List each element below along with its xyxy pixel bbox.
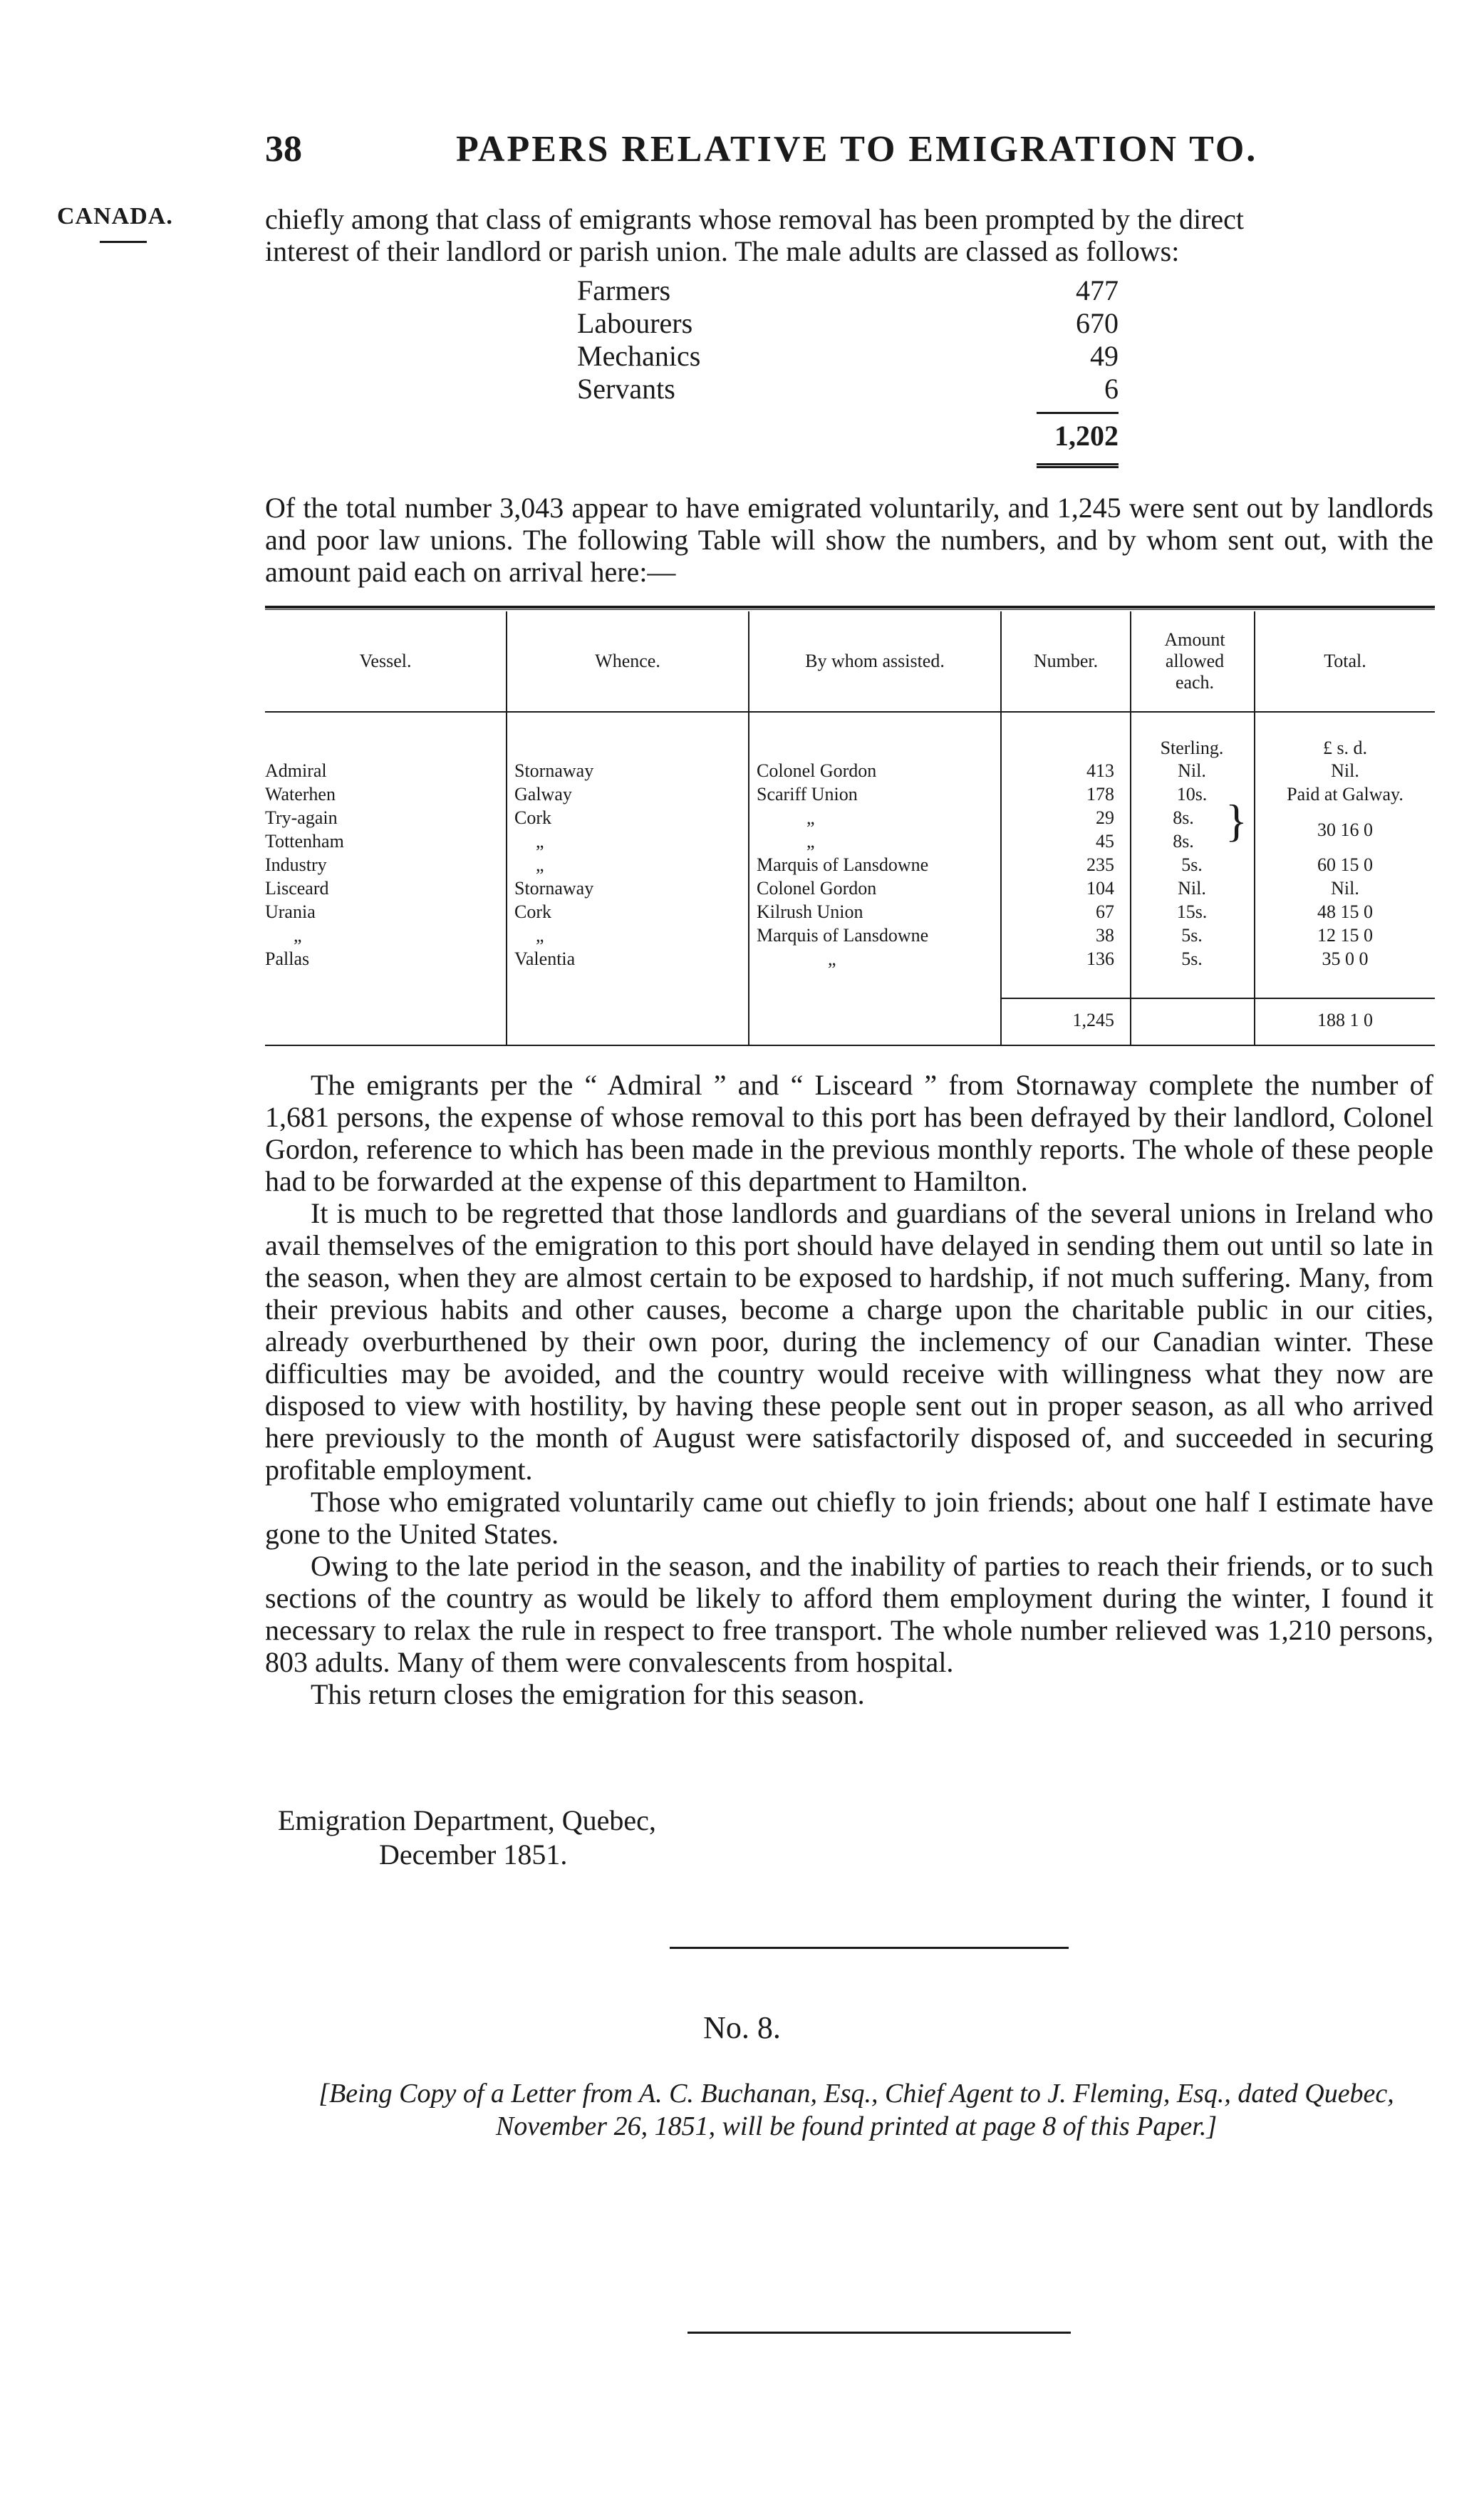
cell-number: 104 [1086, 878, 1114, 899]
cell-number: 38 [1096, 925, 1114, 946]
cell-number: 29 [1096, 807, 1114, 828]
cell-amount: 15s. [1176, 901, 1208, 922]
margin-dash-divider [100, 241, 147, 243]
header-number: Number. [1033, 651, 1099, 671]
cell-vessel: Admiral [265, 760, 327, 781]
bracket-total: 30 16 0 [1317, 819, 1373, 840]
table-top-rule [265, 606, 1435, 610]
section-number: No. 8. [703, 2010, 781, 2045]
header-vessel: Vessel. [359, 651, 412, 671]
cell-amount: 5s. [1181, 925, 1203, 946]
body-paragraph: Those who emigrated voluntarily came out chiefly to join friends; about one half I estimate have gone to the United States. [265, 1486, 1433, 1550]
class-value: 6 [1104, 373, 1119, 405]
class-value: 477 [1076, 274, 1119, 306]
class-label: Servants [577, 373, 675, 405]
amount-unit: Sterling. [1160, 738, 1224, 758]
class-row [577, 307, 1119, 340]
sum-total: 188 1 0 [1317, 1010, 1373, 1030]
margin-label: CANADA. [57, 203, 173, 229]
cell-amount: 8s. [1173, 831, 1194, 852]
cell-vessel: „ [294, 925, 302, 946]
cell-total: 35 0 0 [1322, 948, 1369, 969]
class-value: 670 [1076, 307, 1119, 339]
cell-assisted: „ [806, 831, 815, 852]
cell-total: 48 15 0 [1317, 901, 1373, 922]
letter-note: [Being Copy of a Letter from A. C. Buchanan, Esq., Chief Agent to J. Fleming, Esq., dated Quebec, November 26, 1851, will be found printed at page 8 of this Paper.] [318, 2079, 1394, 2141]
class-label: Farmers [577, 274, 671, 306]
class-value: 49 [1090, 340, 1119, 372]
header-whence: Whence. [595, 651, 660, 671]
cell-assisted: Kilrush Union [757, 901, 863, 922]
cell-whence: „ [536, 854, 544, 875]
cell-assisted: Marquis of Lansdowne [757, 925, 929, 946]
cell-whence: „ [536, 831, 544, 852]
classes-total: 1,202 [1054, 420, 1119, 452]
cell-assisted: Colonel Gordon [757, 878, 877, 899]
totals-paragraph [265, 492, 1433, 588]
class-row [577, 373, 1119, 405]
double-rule [1037, 463, 1119, 468]
cell-whence: Cork [514, 901, 551, 922]
cell-amount: 10s. [1176, 784, 1208, 805]
table-bottom-rule [265, 1045, 1435, 1046]
cell-whence: Galway [514, 784, 572, 805]
cell-amount: 5s. [1181, 948, 1203, 969]
bottom-rule [687, 2332, 1071, 2334]
page-number: 38 [265, 129, 302, 170]
cell-vessel: Pallas [265, 948, 310, 969]
header-by-whom: By whom assisted. [805, 651, 945, 671]
cell-number: 45 [1096, 831, 1114, 852]
right-brace: } [1225, 795, 1247, 846]
cell-number: 235 [1086, 854, 1114, 875]
cell-amount: Nil. [1178, 878, 1206, 899]
section-rule [670, 1947, 1069, 1949]
running-title: PAPERS RELATIVE TO EMIGRATION TO. [456, 129, 1258, 170]
body-paragraph: This return closes the emigration for this season. [311, 1678, 865, 1710]
col-divider [748, 611, 749, 1046]
signature-location: Emigration Department, Quebec, [278, 1804, 656, 1836]
table-sum-rule [1000, 998, 1435, 999]
adult-classification-list [577, 274, 1119, 405]
cell-assisted: „ [806, 807, 815, 828]
cell-amount: 8s. [1173, 807, 1194, 828]
intro-line-2: interest of their landlord or parish union. The male adults are classed as follows: [265, 235, 1180, 267]
signature-date: December 1851. [379, 1838, 568, 1871]
cell-whence: Cork [514, 807, 551, 828]
cell-number: 413 [1086, 760, 1114, 781]
cell-amount: 5s. [1181, 854, 1203, 875]
cell-whence: Stornaway [514, 878, 594, 899]
body-paragraph: It is much to be regretted that those landlords and guardians of the several unions in Ireland who avail themselves of the emigration to this port should have delayed in sending them out until so late in the season, when they are almost certain to be exposed to hardship, if not much suffering. Many, from their previous habits and other causes, become a charge upon the charitable public in our cities, already overburthened by their own poor, during the inclemency of our Canadian winter. These difficulties may be avoided, and the country would receive with willingness what they now are disposed to view with hostility, by having these people sent out in proper season, as all who arrived here previously to the month of August were satisfactorily disposed of, and succeeded in securing profitable employment. [265, 1197, 1433, 1486]
cell-assisted: „ [828, 948, 836, 969]
sum-number: 1,245 [1072, 1010, 1114, 1030]
cell-number: 178 [1086, 784, 1114, 805]
cell-vessel: Try-again [265, 807, 338, 828]
cell-vessel: Industry [265, 854, 327, 875]
totals-text: Of the total number 3,043 appear to have emigrated voluntarily, and 1,245 were sent out by landlords and poor law unions. The following Table will show the numbers, and by whom sent out, with the amount paid each on arrival here:— [265, 492, 1433, 588]
header-amount: Amount allowed each. [1164, 629, 1225, 693]
header-total: Total. [1324, 651, 1366, 671]
cell-whence: Stornaway [514, 760, 594, 781]
cell-total: Nil. [1331, 760, 1359, 781]
col-divider [506, 611, 507, 1046]
cell-whence: „ [536, 925, 544, 946]
cell-total: Nil. [1331, 878, 1359, 899]
cell-vessel: Urania [265, 901, 316, 922]
class-label: Mechanics [577, 340, 701, 372]
cell-total: 60 15 0 [1317, 854, 1373, 875]
class-label: Labourers [577, 307, 693, 339]
intro-line-1: chiefly among that class of emigrants whose removal has been prompted by the direct [265, 203, 1245, 235]
cell-number: 67 [1096, 901, 1114, 922]
intro-paragraph [265, 203, 1433, 267]
table-header-rule [265, 711, 1435, 713]
cell-assisted: Colonel Gordon [757, 760, 877, 781]
cell-total: Paid at Galway. [1287, 784, 1403, 805]
cell-vessel: Tottenham [265, 831, 344, 852]
total-unit: £ s. d. [1322, 738, 1368, 758]
body-text [265, 1069, 1433, 1710]
sum-rule [1037, 412, 1119, 414]
cell-vessel: Lisceard [265, 878, 329, 899]
vessel-table [265, 606, 1435, 1046]
cell-number: 136 [1086, 948, 1114, 969]
body-paragraph: The emigrants per the “ Admiral ” and “ Lisceard ” from Stornaway complete the number of 1,681 persons, the expense of whose removal to this port has been defrayed by their landlord, Colonel Gordon, reference to which has been made in the previous monthly reports. The whole of these people had to be forwarded at the expense of this department to Hamilton. [265, 1069, 1433, 1197]
cell-assisted: Marquis of Lansdowne [757, 854, 929, 875]
class-row [577, 340, 1119, 373]
cell-assisted: Scariff Union [757, 784, 858, 805]
class-row [577, 274, 1119, 307]
cell-vessel: Waterhen [265, 784, 336, 805]
cell-whence: Valentia [514, 948, 576, 969]
body-paragraph: Owing to the late period in the season, and the inability of parties to reach their friends, or to such sections of the country as would be likely to afford them employment during the winter, I found it necessary to relax the rule in respect to free transport. The whole number relieved was 1,210 persons, 803 adults. Many of them were convalescents from hospital. [265, 1550, 1433, 1678]
cell-total: 12 15 0 [1317, 925, 1373, 946]
cell-amount: Nil. [1178, 760, 1206, 781]
